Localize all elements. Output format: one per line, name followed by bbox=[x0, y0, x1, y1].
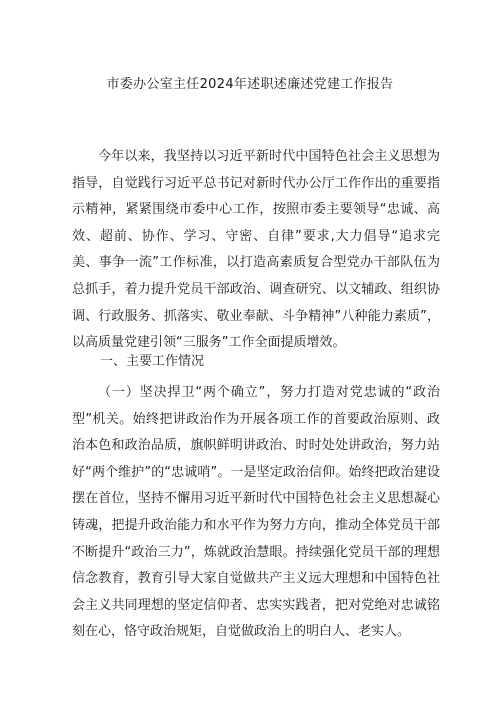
intro-paragraph: 今年以来，我坚持以习近平新时代中国特色社会主义思想为指导，自觉践行习近平总书记对新时代办公厅工作作出的重要指示精神，紧紧围绕市委中心工作，按照市委主要领导“忠诚、高效、超前、协作、学习、守密、自律”要求,大力倡导“追求完美、事争一流”工作标准，以打造高素质复合型党办干部队伍为总抓手，着力提升党员干部政治、调查研究、以文辅政、组织协调、行政服务、抓落实、敬业奉献、斗争精神”八种能力素质”，以高质量党建引领“三服务”工作全面提质增效。 bbox=[72, 149, 440, 351]
section-heading: 一、主要工作情况 bbox=[100, 354, 205, 369]
document-title: 市委办公室主任2024年述职述廉述党建工作报告 bbox=[106, 77, 394, 92]
section-paragraph: （一）坚决捍卫“两个确立”，努力打造对党忠诚的“政治型”机关。始终把讲政治作为开展各项工作的首要政治原则、政治本色和政治品质，旗帜鲜明讲政治、时时处处讲政治，努力站好“两个维护”的“忠诚哨”。一是坚定政治信仰。始终把政治建设摆在首位，坚持不懈用习近平新时代中国特色社会主义思想凝心铸魂，把提升政治能力和水平作为努力方向，推动全体党员干部不断提升“政治三力”，炼就政治慧眼。持续强化党员干部的理想信念教育，教育引导大家自觉做共产主义远大理想和中国特色社会主义共同理想的坚定信仰者、忠实实践者，把对党绝对忠诚铭刻在心，恪守政治规矩，自觉做政治上的明白人、老实人。 bbox=[72, 385, 440, 640]
